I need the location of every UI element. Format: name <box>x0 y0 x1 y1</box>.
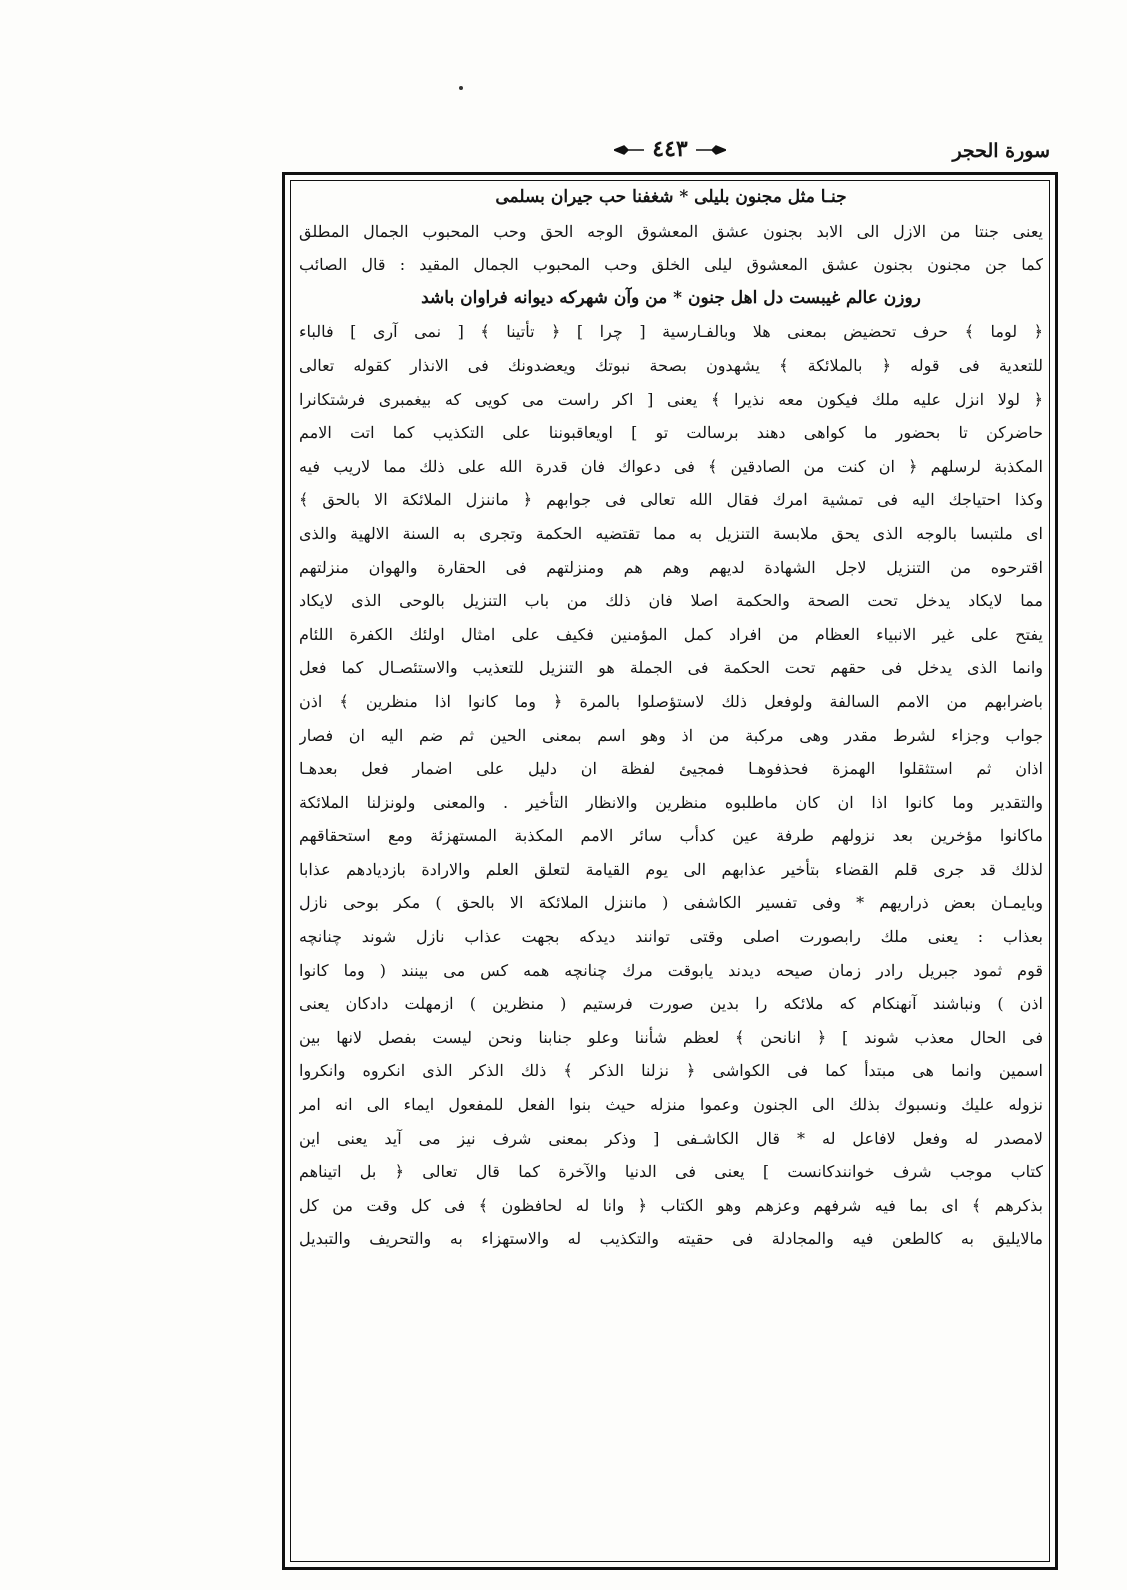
text-line: قوم ثمود جبريل رادر زمان صيحه ديدند يابوقت مرك چنانچه همه كس مى بينند ( وما كانوا <box>299 960 1043 980</box>
text-line: مما لايكاد يدخل تحت الصحة والحكمة اصلا فان ذلك من باب التنزيل بالوحى الذى لايكاد <box>299 591 1043 611</box>
verse-line: جنـا مثل مجنون بليلى * شغفنا حب جيران بسلمى <box>495 187 847 207</box>
text-line: اى ملتبسا بالوجه الذى يحق ملابسة التنزيل به مما تقتضيه الحكمة وتجرى به السنة الالهية والذى <box>299 523 1043 543</box>
text-line: بعذاب : يعنى ملك رابصورت اصلى وقتى توانند ديدكه بجهت عذاب نازل شوند چنانچه <box>299 927 1043 947</box>
text-line: يعنى جنتا من الازل الى الابد بجنون عشق المعشوق الوجه الحق وحب المحبوب الجمال المطلق <box>299 221 1043 241</box>
text-line: للتعدية فى قوله ﴿ بالملائكة ﴾ يشهدون بصحة نبوتك ويعضدونك فى الانذار كقوله تعالى <box>299 355 1043 375</box>
text-line: اسمين وانما هى مبتدأ كما فى الكواشى ﴿ نزلنا الذكر ﴾ ذلك الذكر الذى انكروه وانكروا <box>299 1061 1043 1081</box>
text-line: وبايمـان بعض ذراريهم * وفى تفسير الكاشفى ( ماننزل الملائكة الا بالحق ) مكر بوحى نازل <box>299 893 1043 913</box>
text-line: اذان ثم استثقلوا الهمزة فحذفوهـا فمجيئ لفظة ان دليل على اضمار فعل بعدهـا <box>299 759 1043 779</box>
page-number: ٤٤٣ <box>652 136 688 162</box>
text-line: حاضركن تا بحضور ما كواهى دهند برسالت تو ] اويعاقبوننا على التكذيب كما اتت الامم <box>299 423 1043 443</box>
running-head <box>290 136 1050 172</box>
text-line: اقترحوه من التنزيل لاجل الشهادة لديهم وهم هم ومنزلتهم فى الحقارة والهوان منزلتهم <box>299 557 1043 577</box>
page-number-block <box>290 136 1050 162</box>
text-line: جواب وجزاء لشرط مقدر وهى مركبة من اذ وهو اسم بمعنى الحين ثم ضم اليه ان فصار <box>299 725 1043 745</box>
text-line: بذكرهم ﴾ اى بما فيه شرفهم وعزهم وهو الكتاب ﴿ وانا له لحافظون ﴾ فى كل وقت من كل <box>299 1195 1043 1215</box>
text-line: مالايليق به كالطعن فيه والمجادلة فى حقيته والتكذيب له والاستهزاء به والتحريف والتبديل <box>299 1229 1043 1249</box>
surah-name: سورة الحجر <box>952 140 1050 162</box>
text-line: ﴿ لولا انزل عليه ملك فيكون معه نذيرا ﴾ يعنى [ اكر راست مى كويى كه بيغمبرى فرشتكانرا <box>299 389 1043 409</box>
body-text <box>299 181 1043 1256</box>
text-line: ﴿ لوما ﴾ حرف تحضيض بمعنى هلا وبالفـارسية [ چرا ] ﴿ تأتينا ﴾ [ نمى آرى ] فالباء <box>299 322 1043 342</box>
text-line: باضرابهم من الامم السالفة ولوفعل ذلك لاستؤصلوا بالمرة ﴿ وما كانوا اذا منظرين ﴾ اذن <box>299 691 1043 711</box>
text-line: فى الحال معذب شوند ] ﴿ انانحن ﴾ لعظم شأننا وعلو جنابنا ونحن ليست بفصل لانها بين <box>299 1027 1043 1047</box>
text-line: وانما الذى يدخل فى حقهم تحت الحكمة فى الجملة هو التنزيل للتعذيب والاستئصـال كما فعل <box>299 658 1043 678</box>
text-line: لذلك قد جرى قلم القضاء بتأخير عذابهم الى يوم القيامة لتعلق العلم والارادة بازديادهم عذابا <box>299 859 1043 879</box>
verse-line: روزن عالم غيبست دل اهل جنون * من وآن شهركه ديوانه فراوان باشد <box>421 287 921 308</box>
text-line: والتقدير وما كانوا اذا ان كان ماطلبوه منظرين والانظار التأخير . والمعنى ولونزلنا الملائكة <box>299 792 1043 812</box>
text-line: كما جن مجنون بجنون عشق المعشوق ليلى الخلق وحب المحبوب الجمال المقيد : قال الصائب <box>299 255 1043 275</box>
text-frame <box>282 172 1058 1570</box>
ink-speck <box>459 86 463 90</box>
left-ornament-icon <box>614 145 644 155</box>
text-line: نزوله عليك ونسبوك بذلك الى الجنون وعموا منزله حيث بنوا الفعل للمفعول ايماء الى انه امر <box>299 1095 1043 1115</box>
text-line: يفتح على غير الانبياء العظام من افراد كمل المؤمنين فكيف على امثال اولئك الكفرة اللئام <box>299 624 1043 644</box>
text-line: اذن ) ونباشند آنهنكام كه ملائكه را بدين صورت فرستيم ( منظرين ) ازمهلت دادكان يعنى <box>299 994 1043 1014</box>
text-line: كتاب موجب شرف خوانندكانست ] يعنى فى الدنيا والآخرة كما قال تعالى ﴿ بل اتيناهم <box>299 1162 1043 1182</box>
text-line: المكذبة لرسلهم ﴿ ان كنت من الصادقين ﴾ فى دعواك فان قدرة الله على ذلك مما لاريب فيه <box>299 456 1043 476</box>
text-line: وكذا احتياجك اليه فى تمشية امرك فقال الله تعالى فى جوابهم ﴿ ماننزل الملائكة الا بالحق ﴾ <box>299 490 1043 510</box>
text-line: ماكانوا مؤخرين بعد نزولهم طرفة عين كدأب سائر الامم المكذبة المستهزئة ومع استحقاقهم <box>299 826 1043 846</box>
text-line: لامصدر له وفعل لافاعل له * قال الكاشـفى [ وذكر بمعنى شرف نيز مى آيد يعنى اين <box>299 1128 1043 1148</box>
right-ornament-icon <box>696 145 726 155</box>
